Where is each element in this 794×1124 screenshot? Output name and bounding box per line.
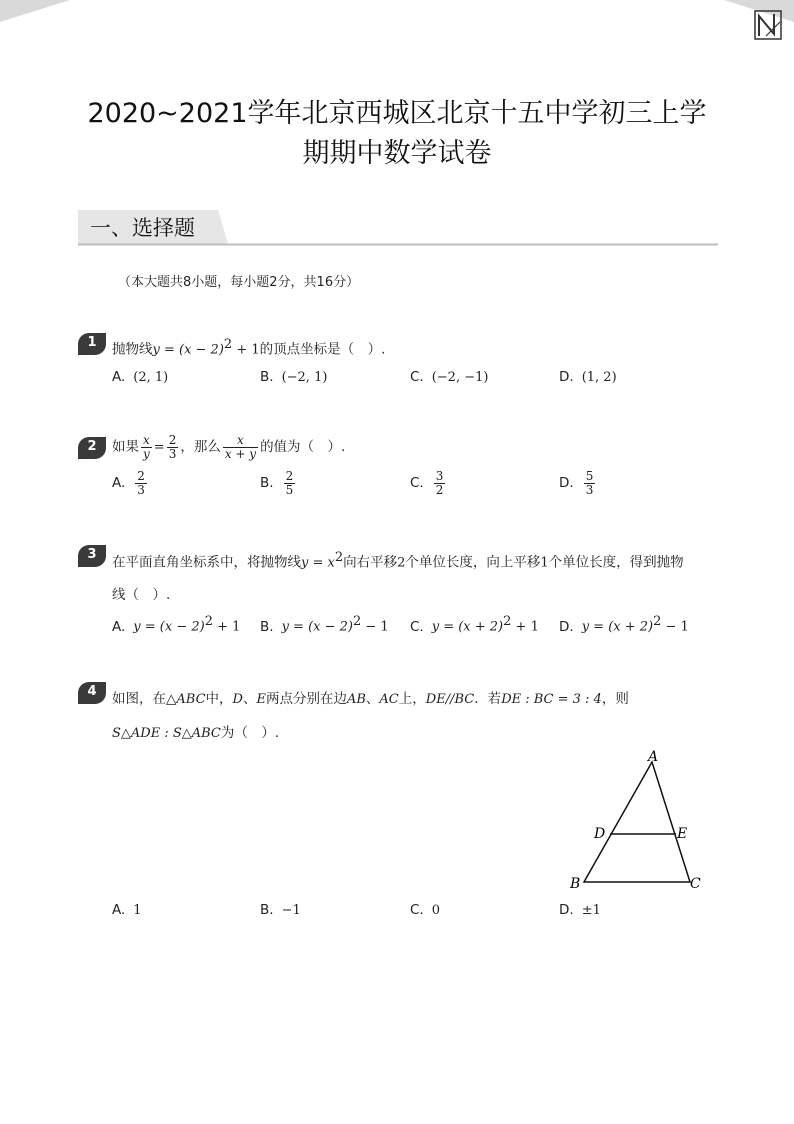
- title-line-1: 2020~2021学年北京西城区北京十五中学初三上学: [87, 98, 707, 129]
- page-title: [0, 94, 794, 174]
- question-1-stem: 抛物线$y = (x - 2)^2 + 1$的顶点坐标是（ ）.: [112, 337, 386, 358]
- question-3-option-d[interactable]: D. $y = (x + 2)^2 - 1$: [559, 614, 689, 635]
- question-1-option-a[interactable]: A. (2, 1): [112, 369, 169, 385]
- triangle-figure: [566, 747, 706, 897]
- question-3-stem: 在平面直角坐标系中，将抛物线$y = x^2$向右平移2个单位长度，向上平移1个单位长度，得到抛物: [112, 550, 684, 571]
- question-3-option-c[interactable]: C. $y = (x + 2)^2 + 1$: [410, 614, 539, 635]
- question-2-option-b[interactable]: B. $\frac{2}{5}$: [260, 469, 294, 497]
- question-number: 3: [87, 547, 97, 562]
- section-header: [78, 210, 718, 246]
- question-number-badge: [78, 437, 110, 459]
- question-number-badge: [78, 333, 110, 355]
- question-number-badge: [78, 682, 110, 704]
- question-3-option-b[interactable]: B. $y = (x - 2)^2 - 1$: [260, 614, 389, 635]
- question-4-option-a[interactable]: A. 1: [112, 902, 142, 918]
- question-4-stem: 如图，在△ABC中，D、E两点分别在边AB、AC上，DE//BC．若DE : BC = 3 : 4，则: [112, 691, 629, 707]
- question-4-stem-line-2: S△ADE : S△ABC为（ ）.: [112, 725, 280, 741]
- question-number: 2: [87, 439, 97, 454]
- question-4-option-b[interactable]: B. −1: [260, 902, 301, 918]
- publisher-logo-icon: [754, 10, 782, 40]
- question-3-stem-line-2: 线（ ）.: [112, 587, 171, 603]
- question-4-option-d[interactable]: D. ±1: [559, 902, 601, 918]
- question-4-option-c[interactable]: C. 0: [410, 902, 440, 918]
- section-note: （本大题共8小题，每小题2分，共16分）: [118, 275, 360, 290]
- question-2-option-d[interactable]: D. $\frac{5}{3}$: [559, 469, 594, 497]
- question-2-option-c[interactable]: C. $\frac{3}{2}$: [410, 469, 444, 497]
- question-number-badge: [78, 545, 110, 567]
- point-label-e: E: [677, 826, 688, 842]
- point-label-d: D: [594, 826, 606, 842]
- vertex-label-b: B: [570, 876, 581, 892]
- question-1-option-c[interactable]: C. (−2, −1): [410, 369, 489, 385]
- vertex-label-c: C: [690, 876, 701, 892]
- triangle-abc: [584, 762, 690, 882]
- vertex-label-a: A: [648, 749, 659, 765]
- question-2-option-a[interactable]: A. $\frac{2}{3}$: [112, 469, 145, 497]
- question-number: 1: [87, 335, 97, 350]
- question-3-option-a[interactable]: A. $y = (x - 2)^2 + 1$: [112, 614, 241, 635]
- title-line-2: 期期中数学试卷: [302, 138, 492, 169]
- section-title: 一、选择题: [90, 216, 195, 240]
- question-2-stem: 如果 $\frac{x}{y}$ = $\frac{2}{3}$ ，那么 $\frac{x}{x + y}$ 的值为（ ）.: [112, 433, 346, 461]
- question-1-option-d[interactable]: D. (1, 2): [559, 369, 617, 385]
- question-1-option-b[interactable]: B. (−2, 1): [260, 369, 328, 385]
- corner-decoration-left: [0, 0, 80, 24]
- question-number: 4: [87, 684, 97, 699]
